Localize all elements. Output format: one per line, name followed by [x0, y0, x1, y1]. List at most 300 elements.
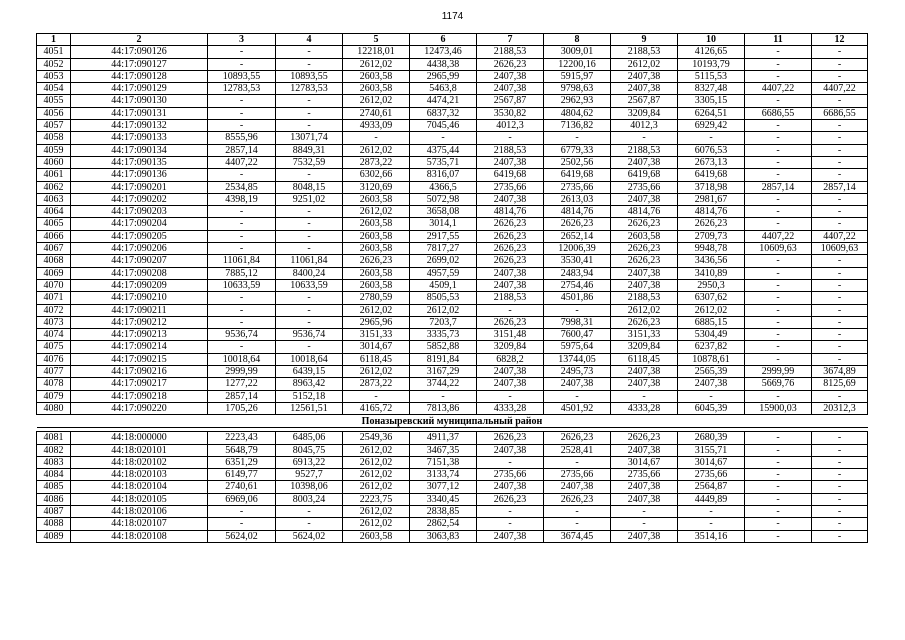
table-cell: 20312,3 — [812, 402, 868, 414]
table-cell: 2735,66 — [477, 181, 544, 193]
table-cell: - — [745, 58, 812, 70]
table-row — [37, 518, 868, 530]
table-cell: 2626,23 — [544, 493, 611, 505]
table-cell: 4086 — [37, 493, 71, 505]
table-cell: - — [812, 316, 868, 328]
table-cell: 3674,89 — [812, 366, 868, 378]
table-cell: 7532,59 — [276, 156, 343, 168]
table-cell: - — [812, 46, 868, 58]
table-cell: 2626,23 — [544, 432, 611, 444]
table-cell: 4080 — [37, 402, 71, 414]
table-cell: 2612,02 — [343, 518, 410, 530]
table-cell: - — [276, 505, 343, 517]
table-cell: 44:17:090220 — [71, 402, 208, 414]
table-cell: - — [678, 390, 745, 402]
page-number: 1174 — [441, 11, 464, 22]
table-cell: - — [812, 70, 868, 82]
table-cell: - — [208, 46, 276, 58]
table-cell: - — [745, 132, 812, 144]
table-cell: 9948,78 — [678, 243, 745, 255]
table-cell: 44:17:090127 — [71, 58, 208, 70]
table-cell: - — [745, 292, 812, 304]
table-row — [37, 481, 868, 493]
table-cell: - — [208, 230, 276, 242]
table-cell: 2188,53 — [611, 46, 678, 58]
table-cell: - — [208, 518, 276, 530]
table-cell: - — [812, 432, 868, 444]
table-cell: 4375,44 — [410, 144, 477, 156]
table-cell: 12783,53 — [276, 83, 343, 95]
table-cell: - — [745, 469, 812, 481]
table-cell: - — [745, 316, 812, 328]
table-cell: 4957,59 — [410, 267, 477, 279]
table-cell: - — [812, 144, 868, 156]
table-cell: 2735,66 — [544, 469, 611, 481]
table-cell: 6885,15 — [678, 316, 745, 328]
table-cell: 6439,15 — [276, 366, 343, 378]
table-cell: - — [208, 206, 276, 218]
table-cell: - — [812, 444, 868, 456]
table-cell: - — [477, 304, 544, 316]
table-cell: - — [812, 132, 868, 144]
table-cell: 2407,38 — [611, 530, 678, 542]
table-cell: - — [812, 493, 868, 505]
table-row — [37, 329, 868, 341]
table-cell: - — [276, 58, 343, 70]
table-row — [37, 390, 868, 402]
table-cell: 2549,36 — [343, 432, 410, 444]
table-cell: 4449,89 — [678, 493, 745, 505]
table-cell: 44:17:090132 — [71, 120, 208, 132]
table-cell: - — [812, 206, 868, 218]
table-cell: - — [276, 341, 343, 353]
table-cell: 4126,65 — [678, 46, 745, 58]
table-cell: - — [812, 279, 868, 291]
table-cell: 44:17:090210 — [71, 292, 208, 304]
table-cell: 2838,85 — [410, 505, 477, 517]
table-cell: 44:17:090214 — [71, 341, 208, 353]
table-cell: 3151,33 — [611, 329, 678, 341]
table-cell: 2188,53 — [611, 144, 678, 156]
table-cell: 6419,68 — [477, 169, 544, 181]
table-cell: 8316,07 — [410, 169, 477, 181]
table-cell: - — [208, 243, 276, 255]
table-cell: - — [812, 156, 868, 168]
table-cell: 2407,38 — [544, 481, 611, 493]
table-cell: 6779,33 — [544, 144, 611, 156]
table-cell: 2612,02 — [343, 206, 410, 218]
table-cell: 44:17:090136 — [71, 169, 208, 181]
table-cell: 5624,02 — [208, 530, 276, 542]
table-cell: 2652,14 — [544, 230, 611, 242]
table-cell: 2626,23 — [611, 255, 678, 267]
table-cell: 2612,02 — [343, 366, 410, 378]
table-cell: - — [745, 46, 812, 58]
table-cell: 2407,38 — [611, 279, 678, 291]
table-cell: 2999,99 — [208, 366, 276, 378]
data-table — [36, 33, 868, 543]
table-cell: 3014,67 — [678, 456, 745, 468]
table-cell: 7045,46 — [410, 120, 477, 132]
table-cell: 4070 — [37, 279, 71, 291]
table-cell: - — [477, 390, 544, 402]
table-cell: 4814,76 — [678, 206, 745, 218]
table-cell: 4059 — [37, 144, 71, 156]
table-row — [37, 304, 868, 316]
table-cell: 3436,56 — [678, 255, 745, 267]
table-cell: 3335,73 — [410, 329, 477, 341]
table-cell: 6118,45 — [343, 353, 410, 365]
table-cell: 2873,22 — [343, 378, 410, 390]
table-cell: 6837,32 — [410, 107, 477, 119]
table-cell: 2612,02 — [611, 304, 678, 316]
table-cell: 2735,66 — [678, 469, 745, 481]
table-cell: 2612,02 — [343, 456, 410, 468]
table-row — [37, 230, 868, 242]
table-cell: 2626,23 — [477, 493, 544, 505]
table-cell: 4407,22 — [745, 230, 812, 242]
table-cell: 12783,53 — [208, 83, 276, 95]
table-cell: 2699,02 — [410, 255, 477, 267]
table-cell: 3514,16 — [678, 530, 745, 542]
table-cell: 12006,39 — [544, 243, 611, 255]
table-cell: 8400,24 — [276, 267, 343, 279]
table-cell: 4077 — [37, 366, 71, 378]
table-row — [37, 58, 868, 70]
table-row — [37, 243, 868, 255]
table-cell: - — [745, 530, 812, 542]
table-cell: - — [208, 95, 276, 107]
table-cell: 5463,8 — [410, 83, 477, 95]
table-cell: 6076,53 — [678, 144, 745, 156]
table-cell: 44:17:090206 — [71, 243, 208, 255]
table-cell: - — [208, 58, 276, 70]
table-cell: 4089 — [37, 530, 71, 542]
table-cell: 2407,38 — [611, 366, 678, 378]
table-cell: - — [208, 341, 276, 353]
table-cell: 4081 — [37, 432, 71, 444]
table-cell: 4366,5 — [410, 181, 477, 193]
column-header: 4 — [276, 34, 343, 46]
table-cell: 2626,23 — [477, 255, 544, 267]
table-cell: 3658,08 — [410, 206, 477, 218]
table-cell: 2680,39 — [678, 432, 745, 444]
table-cell: 8849,31 — [276, 144, 343, 156]
table-cell: - — [276, 316, 343, 328]
table-cell: 4079 — [37, 390, 71, 402]
table-cell: 44:17:090211 — [71, 304, 208, 316]
table-cell: 7151,38 — [410, 456, 477, 468]
table-cell: 4165,72 — [343, 402, 410, 414]
table-cell: 2612,02 — [343, 481, 410, 493]
table-cell: 4082 — [37, 444, 71, 456]
table-cell: - — [276, 120, 343, 132]
table-row — [37, 206, 868, 218]
table-row — [37, 255, 868, 267]
table-cell: 44:17:090128 — [71, 70, 208, 82]
table-cell: 5669,76 — [745, 378, 812, 390]
table-cell: 6307,62 — [678, 292, 745, 304]
table-cell: 10609,63 — [812, 243, 868, 255]
column-header: 11 — [745, 34, 812, 46]
table-cell: - — [812, 304, 868, 316]
table-cell: 3744,22 — [410, 378, 477, 390]
table-row — [37, 316, 868, 328]
table-cell: - — [544, 132, 611, 144]
table-cell: - — [812, 58, 868, 70]
table-cell: - — [208, 169, 276, 181]
table-cell: 2673,13 — [678, 156, 745, 168]
column-header: 9 — [611, 34, 678, 46]
table-cell: 4501,86 — [544, 292, 611, 304]
table-cell: 3410,89 — [678, 267, 745, 279]
table-cell: 6419,68 — [611, 169, 678, 181]
table-cell: 4061 — [37, 169, 71, 181]
table-cell: 10893,55 — [276, 70, 343, 82]
table-cell: 4804,62 — [544, 107, 611, 119]
table-cell: 44:17:090202 — [71, 193, 208, 205]
table-cell: 2950,3 — [678, 279, 745, 291]
table-cell: 2740,61 — [208, 481, 276, 493]
table-cell: 2483,94 — [544, 267, 611, 279]
table-cell: 4071 — [37, 292, 71, 304]
table-cell: 4438,38 — [410, 58, 477, 70]
table-cell: 6302,66 — [343, 169, 410, 181]
table-cell: 3151,33 — [343, 329, 410, 341]
table-cell: 5304,49 — [678, 329, 745, 341]
table-row — [37, 366, 868, 378]
table-row — [37, 120, 868, 132]
table-cell: 3167,29 — [410, 366, 477, 378]
table-cell: 7998,31 — [544, 316, 611, 328]
table-cell: 2603,58 — [343, 530, 410, 542]
table-cell: 44:17:090135 — [71, 156, 208, 168]
table-cell: - — [678, 518, 745, 530]
table-cell: - — [276, 169, 343, 181]
table-cell: 13744,05 — [544, 353, 611, 365]
table-cell: 11061,84 — [276, 255, 343, 267]
table-row — [37, 70, 868, 82]
table-cell: 2223,43 — [208, 432, 276, 444]
table-cell: 2603,58 — [343, 193, 410, 205]
table-cell: - — [477, 518, 544, 530]
table-cell: 2612,02 — [410, 304, 477, 316]
table-cell: 4074 — [37, 329, 71, 341]
table-cell: 4333,28 — [611, 402, 678, 414]
table-cell: 5072,98 — [410, 193, 477, 205]
table-cell: 2407,38 — [611, 493, 678, 505]
table-cell: - — [276, 292, 343, 304]
table-cell: - — [745, 390, 812, 402]
table-cell: 2612,02 — [343, 58, 410, 70]
table-cell: 4064 — [37, 206, 71, 218]
table-cell: 3530,41 — [544, 255, 611, 267]
table-cell: 10878,61 — [678, 353, 745, 365]
table-cell: 8505,53 — [410, 292, 477, 304]
table-cell: - — [208, 304, 276, 316]
table-cell: 44:17:090129 — [71, 83, 208, 95]
table-cell: 9251,02 — [276, 193, 343, 205]
table-cell: 4075 — [37, 341, 71, 353]
table-cell: 44:17:090126 — [71, 46, 208, 58]
table-cell: 2603,58 — [343, 279, 410, 291]
table-cell: 2862,54 — [410, 518, 477, 530]
column-header: 12 — [812, 34, 868, 46]
table-cell: - — [678, 132, 745, 144]
table-cell: - — [745, 193, 812, 205]
table-cell: 9536,74 — [276, 329, 343, 341]
table-row — [37, 83, 868, 95]
table-cell: - — [745, 120, 812, 132]
table-cell: - — [812, 169, 868, 181]
table-cell: 6969,06 — [208, 493, 276, 505]
table-cell: 2407,38 — [477, 366, 544, 378]
table-cell: 4085 — [37, 481, 71, 493]
table-cell: 4062 — [37, 181, 71, 193]
table-cell: 2407,38 — [477, 530, 544, 542]
table-cell: 2626,23 — [611, 432, 678, 444]
table-cell: 2407,38 — [611, 83, 678, 95]
table-cell: - — [410, 132, 477, 144]
table-row — [37, 218, 868, 230]
table-cell: 6913,22 — [276, 456, 343, 468]
table-cell: 3305,15 — [678, 95, 745, 107]
table-cell: 4053 — [37, 70, 71, 82]
table-cell: 5915,97 — [544, 70, 611, 82]
table-cell: 44:17:090218 — [71, 390, 208, 402]
table-cell: 44:17:090131 — [71, 107, 208, 119]
table-cell: - — [812, 353, 868, 365]
table-cell: - — [477, 456, 544, 468]
table-cell: 2528,41 — [544, 444, 611, 456]
table-cell: 4067 — [37, 243, 71, 255]
table-cell: 4474,21 — [410, 95, 477, 107]
table-cell: 2564,87 — [678, 481, 745, 493]
table-cell: 8003,24 — [276, 493, 343, 505]
table-cell: 2735,66 — [611, 181, 678, 193]
table-cell: 2407,38 — [477, 444, 544, 456]
table-cell: - — [276, 243, 343, 255]
table-cell: 2612,02 — [343, 304, 410, 316]
column-header: 8 — [544, 34, 611, 46]
column-header: 1 — [37, 34, 71, 46]
table-cell: - — [745, 518, 812, 530]
table-cell: - — [745, 353, 812, 365]
table-cell: 5648,79 — [208, 444, 276, 456]
table-row — [37, 456, 868, 468]
table-cell: 6828,2 — [477, 353, 544, 365]
column-header: 5 — [343, 34, 410, 46]
table-cell: 2626,23 — [611, 316, 678, 328]
table-row — [37, 530, 868, 542]
table-cell: 2407,38 — [611, 70, 678, 82]
table-cell: 4087 — [37, 505, 71, 517]
table-cell: 7817,27 — [410, 243, 477, 255]
table-cell: 44:17:090203 — [71, 206, 208, 218]
table-cell: 9798,63 — [544, 83, 611, 95]
table-cell: 2407,38 — [477, 83, 544, 95]
table-row — [37, 193, 868, 205]
table-cell: 2407,38 — [611, 267, 678, 279]
table-cell: 4509,1 — [410, 279, 477, 291]
table-cell: 4078 — [37, 378, 71, 390]
table-cell: - — [343, 390, 410, 402]
table-cell: 2603,58 — [343, 267, 410, 279]
table-cell: 6419,68 — [678, 169, 745, 181]
table-cell: 2857,14 — [812, 181, 868, 193]
table-cell: 2626,23 — [477, 230, 544, 242]
table-cell: 4398,19 — [208, 193, 276, 205]
table-cell: 7600,47 — [544, 329, 611, 341]
table-cell: 4814,76 — [544, 206, 611, 218]
table-cell: - — [812, 530, 868, 542]
table-row — [37, 132, 868, 144]
table-cell: 6686,55 — [745, 107, 812, 119]
table-cell: 2780,59 — [343, 292, 410, 304]
table-cell: 5624,02 — [276, 530, 343, 542]
table-cell: 4066 — [37, 230, 71, 242]
table-cell: - — [276, 95, 343, 107]
column-header: 2 — [71, 34, 208, 46]
table-cell: 7136,82 — [544, 120, 611, 132]
table-cell: 6419,68 — [544, 169, 611, 181]
table-cell: - — [276, 304, 343, 316]
table-cell: 3530,82 — [477, 107, 544, 119]
table-cell: - — [812, 481, 868, 493]
table-row — [37, 156, 868, 168]
table-cell: 4333,28 — [477, 402, 544, 414]
table-cell: 3209,84 — [477, 341, 544, 353]
table-cell: 2612,02 — [611, 58, 678, 70]
table-cell: 8555,96 — [208, 132, 276, 144]
table-cell: 10633,59 — [208, 279, 276, 291]
table-cell: 2603,58 — [343, 230, 410, 242]
table-cell: 44:17:090217 — [71, 378, 208, 390]
table-cell: 12200,16 — [544, 58, 611, 70]
table-cell: 4407,22 — [812, 230, 868, 242]
table-cell: 44:18:020108 — [71, 530, 208, 542]
column-header: 3 — [208, 34, 276, 46]
table-cell: 2407,38 — [477, 378, 544, 390]
table-cell: 44:17:090201 — [71, 181, 208, 193]
table-cell: 2502,56 — [544, 156, 611, 168]
table-cell: - — [745, 95, 812, 107]
table-cell: 3151,48 — [477, 329, 544, 341]
table-row — [37, 95, 868, 107]
table-cell: 44:17:090212 — [71, 316, 208, 328]
table-cell: 1277,22 — [208, 378, 276, 390]
table-cell: 2740,61 — [343, 107, 410, 119]
column-header: 6 — [410, 34, 477, 46]
table-cell: 4407,22 — [208, 156, 276, 168]
table-cell: 2981,67 — [678, 193, 745, 205]
table-cell: - — [812, 267, 868, 279]
table-cell: - — [276, 218, 343, 230]
table-cell: 4073 — [37, 316, 71, 328]
table-row — [37, 144, 868, 156]
table-cell: 5152,18 — [276, 390, 343, 402]
table-cell: 4088 — [37, 518, 71, 530]
table-cell: 4407,22 — [812, 83, 868, 95]
table-cell: 2188,53 — [611, 292, 678, 304]
table-cell: - — [611, 132, 678, 144]
table-cell: 2612,02 — [343, 505, 410, 517]
table-cell: 2223,75 — [343, 493, 410, 505]
table-cell: 4012,3 — [611, 120, 678, 132]
table-cell: 2965,99 — [410, 70, 477, 82]
table-cell: 6929,42 — [678, 120, 745, 132]
table-cell: 6149,77 — [208, 469, 276, 481]
